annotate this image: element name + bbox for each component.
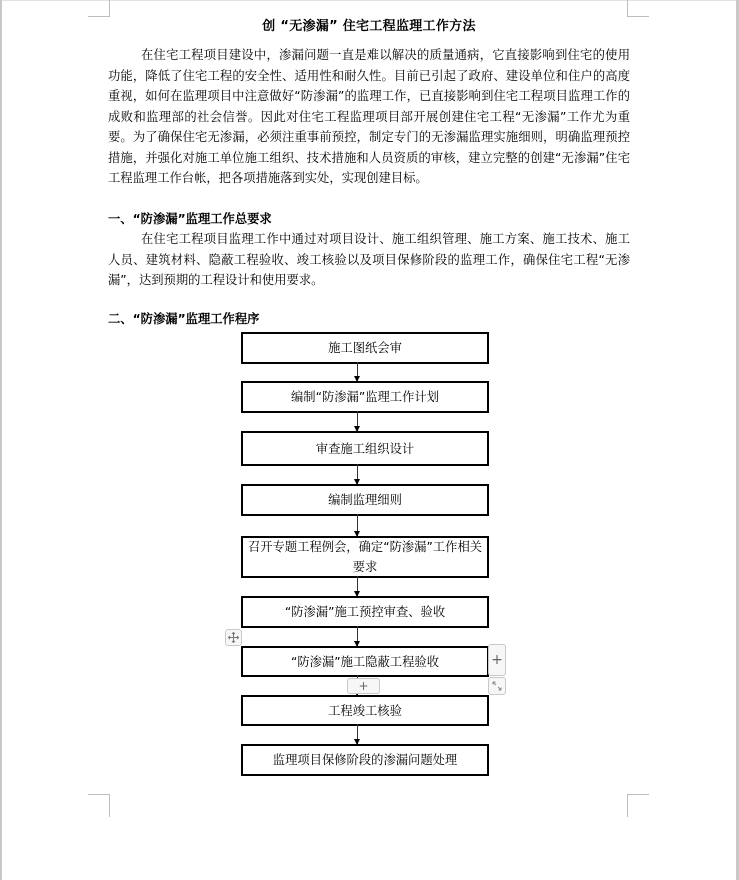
- intro-paragraph: 在住宅工程项目建设中，渗漏问题一直是难以解决的质量通病，它直接影响到住宅的使用功能，降低了住宅工程的安全性、适用性和耐久性。目前已引起了政府、建设单位和住户的高度重视，如何在监理项目中注意做好“防渗漏”的监理工作，已直接影响到住宅工程项目监理工作的成败和监理部的社会信誉。因此对住宅工程监理项目部开展创建住宅工程“无渗漏”工作尤为重要。为了确保住宅无渗漏，必须注重事前预控，制定专门的无渗漏监理实施细则，明确监理预控措施，并强化对施工单位施工组织、技术措施和人员资质的审核，建立完整的创建“无渗漏”住宅工程监理工作台帐，把各项措施落到实处，实现创建目标。: [108, 48, 630, 185]
- section-1-heading: 一、“防渗漏”监理工作总要求: [108, 212, 272, 226]
- page-left-edge: [0, 0, 2, 880]
- flow-arrow-6: [357, 626, 358, 646]
- flow-arrow-2: [357, 411, 358, 431]
- section-2-heading: 二、“防渗漏”监理工作程序: [108, 312, 260, 326]
- add-shape-below-button[interactable]: [347, 678, 380, 694]
- document-title: 创 “无渗漏” 住宅工程监理工作方法: [262, 19, 476, 34]
- move-icon: [228, 632, 239, 643]
- flow-step-6[interactable]: “防渗漏”施工预控审查、验收: [241, 596, 489, 628]
- add-shape-right-button[interactable]: [488, 644, 506, 676]
- flow-step-8[interactable]: 工程竣工核验: [241, 695, 489, 726]
- move-handle[interactable]: [225, 629, 242, 646]
- flow-step-2[interactable]: 编制“防渗漏”监理工作计划: [241, 381, 489, 413]
- margin-corner-top-left: [88, 0, 110, 17]
- flow-arrow-3: [357, 464, 358, 484]
- margin-corner-top-right: [627, 0, 649, 17]
- flow-arrow-8: [357, 724, 358, 744]
- flow-step-1[interactable]: 施工图纸会审: [241, 332, 489, 364]
- flow-arrow-5: [357, 576, 358, 596]
- resize-handle[interactable]: [488, 677, 506, 695]
- section-1-paragraph: 在住宅工程项目监理工作中通过对项目设计、施工组织管理、施工方案、施工技术、施工人员、建筑材料、隐蔽工程验收、竣工核验以及项目保修阶段的监理工作，确保住宅工程“无渗漏”，达到预期的工程设计和使用要求。: [108, 232, 630, 287]
- resize-icon: [491, 680, 503, 692]
- plus-icon: +: [358, 679, 369, 693]
- flow-step-9[interactable]: 监理项目保修阶段的渗漏问题处理: [241, 744, 489, 776]
- flow-step-7[interactable]: “防渗漏”施工隐蔽工程验收: [241, 646, 489, 677]
- margin-corner-bottom-left: [88, 794, 110, 817]
- plus-icon: +: [491, 652, 503, 668]
- flow-arrow-1: [357, 362, 358, 381]
- flow-step-5[interactable]: 召开专题工程例会，确定“防渗漏”工作相关要求: [241, 536, 489, 578]
- margin-corner-bottom-right: [627, 794, 649, 817]
- flow-step-4[interactable]: 编制监理细则: [241, 484, 489, 516]
- flow-step-3[interactable]: 审查施工组织设计: [241, 431, 489, 466]
- flow-arrow-4: [357, 514, 358, 536]
